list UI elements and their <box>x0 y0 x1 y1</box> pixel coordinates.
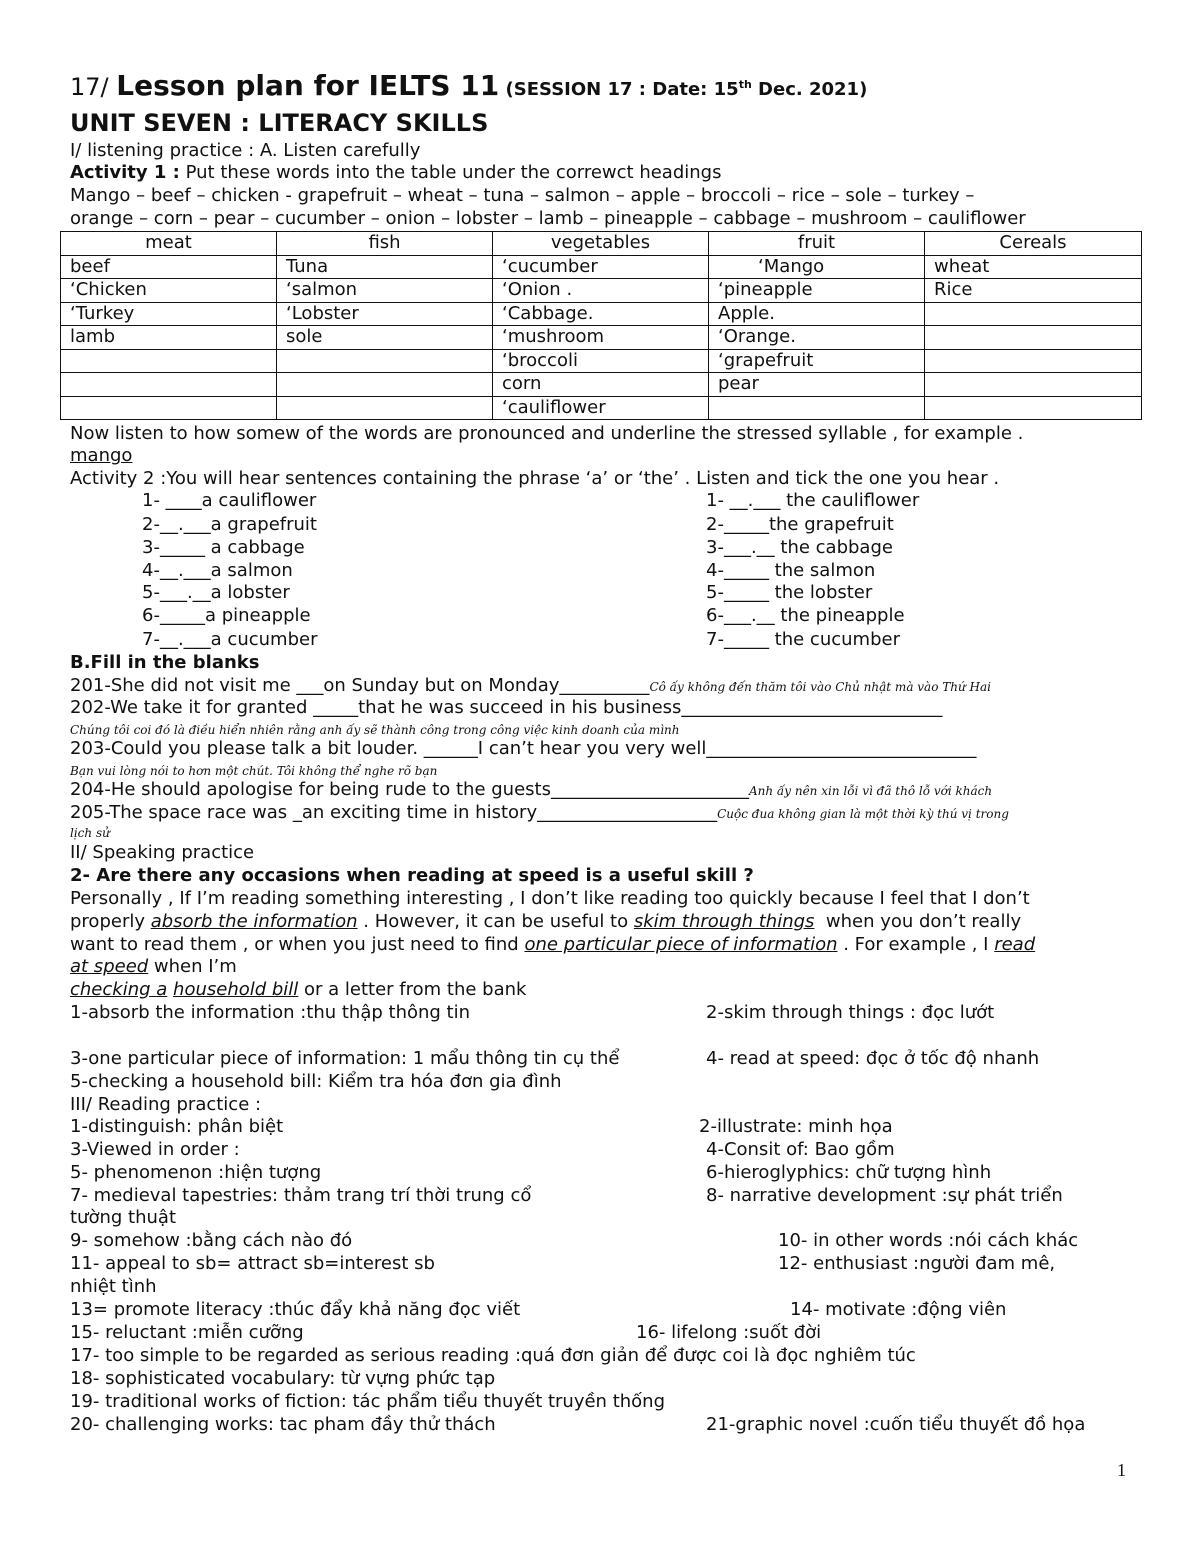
session-info: (SESSION 17 : Date: 15 <box>499 79 739 100</box>
table-cell: corn <box>493 373 709 397</box>
table-row <box>61 396 1142 420</box>
text-run: . However, it can be useful to <box>357 911 634 932</box>
reading-vocab-13: 13= promote literacy :thúc đẩy khả năng đọc viết <box>70 1299 521 1320</box>
table-cell <box>925 349 1142 373</box>
reading-vocab-12-cont: nhiệt tình <box>70 1276 157 1297</box>
a-option-7: 7-__.___a cucumber <box>142 629 318 650</box>
fill-blanks-heading: B.Fill in the blanks <box>70 652 260 673</box>
table-cell: ‘grapefruit <box>709 349 925 373</box>
lesson-title <box>70 69 868 102</box>
vocab-3: 3-one particular piece of information: 1 mẩu thông tin cụ thể <box>70 1048 620 1069</box>
speaking-heading: II/ Speaking practice <box>70 842 255 863</box>
a-option-3: 3-_____ a cabbage <box>142 537 305 558</box>
table-row <box>61 373 1142 397</box>
table-row <box>61 255 1142 279</box>
table-cell: ‘cauliflower <box>493 396 709 420</box>
reading-vocab-4: 4-Consit of: Bao gồm <box>706 1139 895 1160</box>
reading-vocab-3: 3-Viewed in order : <box>70 1139 240 1160</box>
table-cell <box>61 373 277 397</box>
reading-vocab-15: 15- reluctant :miễn cưỡng <box>70 1322 304 1343</box>
table-cell <box>925 326 1142 350</box>
table-row <box>61 302 1142 326</box>
reading-vocab-12: 12- enthusiast :người đam mê, <box>778 1253 1056 1274</box>
reading-vocab-18: 18- sophisticated vocabulary: từ vựng phức tạp <box>70 1368 496 1389</box>
phrase-household-bill: household bill <box>173 979 299 1000</box>
table-cell: ‘Onion . <box>493 279 709 303</box>
table-cell: ‘salmon <box>277 279 493 303</box>
phrase-checking-a: checking a <box>70 979 168 1000</box>
reading-vocab-9: 9- somehow :bằng cách nào đó <box>70 1230 353 1251</box>
the-option-2: 2-_____the grapefruit <box>706 514 894 535</box>
table-cell: wheat <box>925 255 1142 279</box>
reading-vocab-21: 21-graphic novel :cuốn tiểu thuyết đồ họa <box>706 1414 1086 1435</box>
table-cell: ‘Mango <box>709 255 925 279</box>
sentence-204-text: 204-He should apologise for being rude to the guests______________________ <box>70 779 749 800</box>
sentence-204-translation: Anh ấy nên xin lỗi vì đã thô lỗ với khách <box>748 784 993 798</box>
text-run: want to read them , or when you just need to find <box>70 934 525 955</box>
table-cell: Apple. <box>709 302 925 326</box>
lesson-number: 17/ <box>70 73 117 101</box>
word-list-line-1: Mango – beef – chicken - grapefruit – wheat – tuna – salmon – apple – broccoli – rice – sole – turkey – <box>70 185 975 206</box>
reading-vocab-8: 8- narrative development :sự phát triển <box>706 1185 1063 1206</box>
the-option-1: 1- __.___ the cauliflower <box>706 490 920 511</box>
table-cell <box>925 302 1142 326</box>
text-run: or a letter from the bank <box>298 979 527 1000</box>
sentence-205-translation-cont: lịch sử <box>70 826 110 840</box>
text-run: . For example , I <box>837 934 995 955</box>
table-header-row <box>61 232 1142 256</box>
header-vegetables: vegetables <box>493 232 709 256</box>
table-cell <box>277 396 493 420</box>
activity1-text: Put these words into the table under the correwct headings <box>179 162 722 183</box>
activity1-instruction <box>70 162 721 184</box>
table-cell <box>925 396 1142 420</box>
table-cell <box>277 349 493 373</box>
word-list-line-2: orange – corn – pear – cucumber – onion – lobster – lamb – pineapple – cabbage – mushroom – cauliflower <box>70 208 1026 229</box>
reading-vocab-11: 11- appeal to sb= attract sb=interest sb <box>70 1253 435 1274</box>
table-cell: ‘mushroom <box>493 326 709 350</box>
reading-vocab-10: 10- in other words :nói cách khác <box>778 1230 1079 1251</box>
speaking-answer-line-1: Personally , If I’m reading something interesting , I don’t like reading too quickly because I feel that I don’t <box>70 888 1030 909</box>
sentence-203: 203-Could you please talk a bit louder. ______I can’t hear you very well______________________________ <box>70 738 977 759</box>
reading-vocab-14: 14- motivate :động viên <box>790 1299 1007 1320</box>
activity2-instruction: Activity 2 :You will hear sentences containing the phrase ‘a’ or ‘the’ . Listen and tick the one you hear . <box>70 468 1000 489</box>
phrase-at-speed: at speed <box>70 956 149 977</box>
unit-title: UNIT SEVEN : LITERACY SKILLS <box>70 109 489 137</box>
table-cell: ‘Orange. <box>709 326 925 350</box>
the-option-5: 5-_____ the lobster <box>706 582 873 603</box>
table-cell: ‘Chicken <box>61 279 277 303</box>
text-run: when I’m <box>148 956 237 977</box>
reading-heading: III/ Reading practice : <box>70 1094 262 1115</box>
a-option-2: 2-__.___a grapefruit <box>142 514 317 535</box>
session-date: Dec. 2021) <box>751 79 868 100</box>
sentence-201-translation: Cô ấy không đến thăm tôi vào Chủ nhật mà vào Thứ Hai <box>649 680 991 694</box>
date-suffix: th <box>738 78 752 91</box>
header-fruit: fruit <box>709 232 925 256</box>
speaking-answer-line-5 <box>70 979 526 1001</box>
phrase-absorb-information: absorb the information <box>150 911 358 932</box>
speaking-answer-line-3 <box>70 934 1035 956</box>
stress-instruction: Now listen to how somew of the words are pronounced and underline the stressed syllable , for example . <box>70 423 1024 444</box>
sentence-205 <box>70 802 1009 825</box>
table-row <box>61 279 1142 303</box>
reading-vocab-7: 7- medieval tapestries: thảm trang trí thời trung cổ <box>70 1185 532 1206</box>
table-cell <box>709 396 925 420</box>
table-cell <box>277 373 493 397</box>
phrase-particular-information: one particular piece of information <box>524 934 838 955</box>
the-option-6: 6-___.__ the pineapple <box>706 605 905 626</box>
the-option-4: 4-_____ the salmon <box>706 560 876 581</box>
sentence-203-translation: Bạn vui lòng nói to hơn một chút. Tôi không thể nghe rõ bạn <box>70 764 438 778</box>
activity1-label: Activity 1 : <box>70 162 180 183</box>
the-option-7: 7-_____ the cucumber <box>706 629 900 650</box>
table-cell: beef <box>61 255 277 279</box>
vocab-4: 4- read at speed: đọc ở tốc độ nhanh <box>706 1048 1040 1069</box>
lesson-title-text: Lesson plan for IELTS 11 <box>116 69 500 102</box>
vocab-5: 5-checking a household bill: Kiểm tra hóa đơn gia đình <box>70 1071 562 1092</box>
sentence-201 <box>70 675 991 698</box>
table-row <box>61 326 1142 350</box>
table-cell: ‘Turkey <box>61 302 277 326</box>
vocab-1: 1-absorb the information :thu thập thông tin <box>70 1002 471 1023</box>
table-cell: ‘broccoli <box>493 349 709 373</box>
speaking-question: 2- Are there any occasions when reading at speed is a useful skill ? <box>70 865 754 886</box>
speaking-answer-line-2 <box>70 911 1021 933</box>
header-meat: meat <box>61 232 277 256</box>
reading-vocab-16: 16- lifelong :suốt đời <box>636 1322 822 1343</box>
reading-vocab-5: 5- phenomenon :hiện tượng <box>70 1162 322 1183</box>
the-option-3: 3-___.__ the cabbage <box>706 537 893 558</box>
sentence-202-translation: Chúng tôi coi đó là điều hiển nhiên rằng anh ấy sẽ thành công trong công việc kinh doanh của mình <box>70 723 680 737</box>
sentence-204 <box>70 779 992 802</box>
stress-example: mango <box>70 445 133 466</box>
reading-vocab-1: 1-distinguish: phân biệt <box>70 1116 284 1137</box>
text-run: when you don’t really <box>814 911 1022 932</box>
table-cell: ‘cucumber <box>493 255 709 279</box>
table-row <box>61 349 1142 373</box>
page-number: 1 <box>1117 1460 1126 1480</box>
phrase-skim-through: skim through things <box>633 911 815 932</box>
table-cell: Rice <box>925 279 1142 303</box>
reading-vocab-2: 2-illustrate: minh họa <box>699 1116 893 1137</box>
reading-vocab-20: 20- challenging works: tac pham đầy thử thách <box>70 1414 496 1435</box>
table-cell: ‘Lobster <box>277 302 493 326</box>
a-option-1: 1- ____a cauliflower <box>142 490 317 511</box>
reading-vocab-8-cont: tường thuật <box>70 1207 176 1228</box>
sentence-202: 202-We take it for granted _____that he was succeed in his business_____________________________ <box>70 697 943 718</box>
listening-heading: I/ listening practice : A. Listen carefully <box>70 140 421 161</box>
sentence-205-translation: Cuộc đua không gian là một thời kỳ thú vị trong <box>717 807 1009 821</box>
a-option-6: 6-_____a pineapple <box>142 605 311 626</box>
header-cereals: Cereals <box>925 232 1142 256</box>
phrase-read: read <box>994 934 1036 955</box>
table-cell <box>61 349 277 373</box>
table-cell: lamb <box>61 326 277 350</box>
speaking-answer-line-4 <box>70 956 237 978</box>
reading-vocab-19: 19- traditional works of fiction: tác phẩm tiểu thuyết truyền thống <box>70 1391 666 1412</box>
table-cell: Tuna <box>277 255 493 279</box>
sentence-205-text: 205-The space race was _an exciting time in history____________________ <box>70 802 718 823</box>
header-fish: fish <box>277 232 493 256</box>
table-cell <box>925 373 1142 397</box>
reading-vocab-6: 6-hieroglyphics: chữ tượng hình <box>706 1162 992 1183</box>
sentence-201-text: 201-She did not visit me ___on Sunday but on Monday__________ <box>70 675 650 696</box>
reading-vocab-17: 17- too simple to be regarded as serious reading :quá đơn giản để được coi là đọc nghiêm túc <box>70 1345 916 1366</box>
table-cell: pear <box>709 373 925 397</box>
a-option-5: 5-___.__a lobster <box>142 582 290 603</box>
a-option-4: 4-__.___a salmon <box>142 560 293 581</box>
table-cell: sole <box>277 326 493 350</box>
table-cell: ‘pineapple <box>709 279 925 303</box>
food-category-table <box>60 231 1142 420</box>
table-cell <box>61 396 277 420</box>
table-cell: ‘Cabbage. <box>493 302 709 326</box>
vocab-2: 2-skim through things : đọc lướt <box>706 1002 995 1023</box>
text-run: properly <box>70 911 151 932</box>
